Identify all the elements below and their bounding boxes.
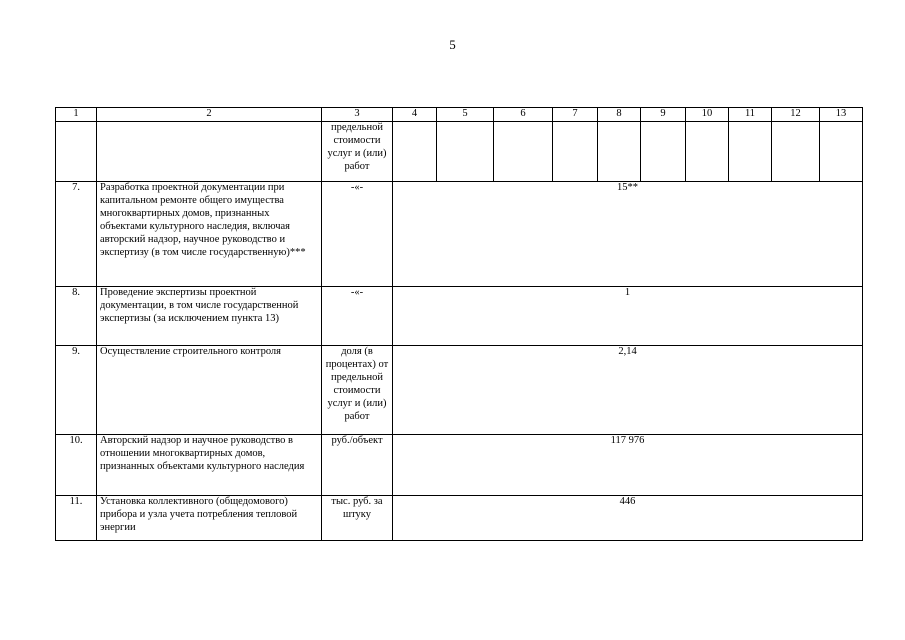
table-row — [56, 182, 863, 287]
table-row-continuation — [56, 122, 863, 182]
row-value-cell: 446 — [393, 496, 863, 541]
row-value-cell: 1 — [393, 287, 863, 346]
tariff-table — [55, 107, 863, 541]
row-unit-cell: предельной стоимости услуг и (или) работ — [322, 122, 393, 182]
table-row — [56, 435, 863, 496]
header-cell: 9 — [641, 108, 686, 122]
value-cell — [772, 122, 820, 182]
value-cell — [820, 122, 863, 182]
header-cell: 1 — [56, 108, 97, 122]
row-unit-cell: руб./объект — [322, 435, 393, 496]
header-cell: 7 — [553, 108, 598, 122]
table-row — [56, 287, 863, 346]
row-name-cell: Установка коллективного (общедомового) прибора и узла учета потребления тепловой энергии — [97, 496, 322, 541]
row-unit-cell: -«- — [322, 182, 393, 287]
header-cell: 4 — [393, 108, 437, 122]
row-name-cell: Осуществление строительного контроля — [97, 346, 322, 435]
value-cell — [641, 122, 686, 182]
page-number: 5 — [449, 37, 456, 52]
row-value-cell: 2,14 — [393, 346, 863, 435]
value-cell — [598, 122, 641, 182]
header-cell: 5 — [437, 108, 494, 122]
value-cell — [553, 122, 598, 182]
row-unit-cell: доля (в процентах) от предельной стоимости услуг и (или) работ — [322, 346, 393, 435]
row-value-cell: 117 976 — [393, 435, 863, 496]
header-cell: 2 — [97, 108, 322, 122]
row-number-cell — [56, 122, 97, 182]
row-number-cell: 10. — [56, 435, 97, 496]
row-value-cell: 15** — [393, 182, 863, 287]
header-cell: 11 — [729, 108, 772, 122]
row-name-cell: Проведение экспертизы проектной документации, в том числе государственной экспертизы (за исключением пункта 13) — [97, 287, 322, 346]
value-cell — [393, 122, 437, 182]
header-cell: 10 — [686, 108, 729, 122]
header-cell: 8 — [598, 108, 641, 122]
row-unit-cell: тыс. руб. за штуку — [322, 496, 393, 541]
header-cell: 6 — [494, 108, 553, 122]
header-row — [56, 108, 863, 122]
value-cell — [729, 122, 772, 182]
table-row — [56, 346, 863, 435]
row-name-cell: Авторский надзор и научное руководство в отношении многоквартирных домов, признанных объектами культурного наследия — [97, 435, 322, 496]
row-name-cell: Разработка проектной документации при капитальном ремонте общего имущества многоквартирных домов, признанных объектами культурного наследия, включая авторский надзор, научное руководство и экспертизу (в том числе государственную)*** — [97, 182, 322, 287]
row-number-cell: 8. — [56, 287, 97, 346]
value-cell — [686, 122, 729, 182]
value-cell — [494, 122, 553, 182]
row-unit-cell: -«- — [322, 287, 393, 346]
header-cell: 12 — [772, 108, 820, 122]
row-number-cell: 11. — [56, 496, 97, 541]
table-row — [56, 496, 863, 541]
row-name-cell — [97, 122, 322, 182]
header-cell: 13 — [820, 108, 863, 122]
value-cell — [437, 122, 494, 182]
row-number-cell: 7. — [56, 182, 97, 287]
header-cell: 3 — [322, 108, 393, 122]
row-number-cell: 9. — [56, 346, 97, 435]
